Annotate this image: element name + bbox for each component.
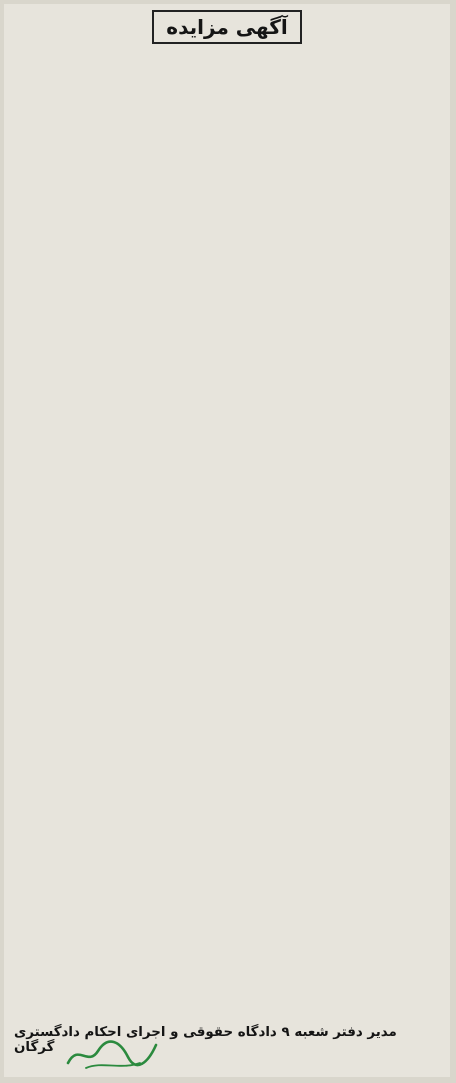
auction-notice [4, 4, 450, 1077]
signature-stamp [62, 1033, 162, 1073]
notice-title: آگهی مزایده [152, 10, 302, 44]
notice-body [14, 50, 440, 1010]
notice-signatory: مدیر دفتر شعبه ۹ دادگاه حقوقی و اجرای احکام دادگستری گرگان [14, 1025, 397, 1055]
